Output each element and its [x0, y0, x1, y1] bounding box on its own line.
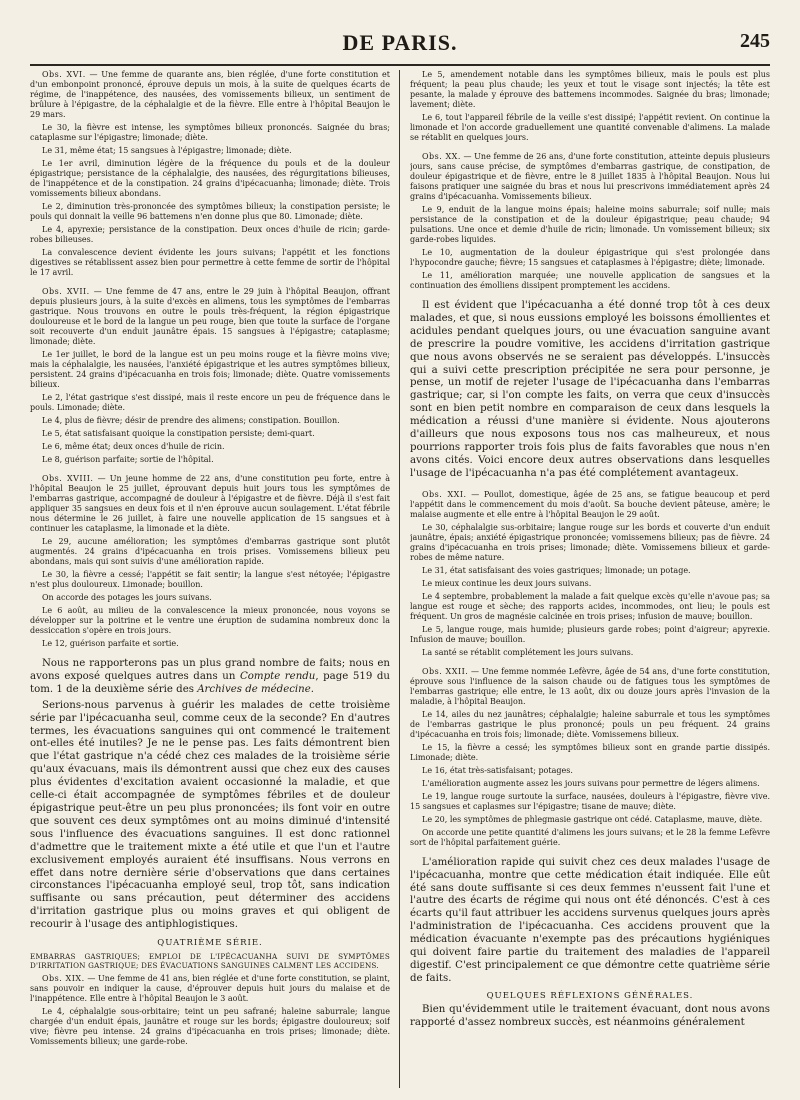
observation-entry: Le 14, ailes du nez jaunâtres; céphalalgie; haleine saburrale et tous les symptômes de l'embarras gastrique le plus prononcé; pouls un peu fréquent. 24 grains d'ipécacuanha en trois fois; limonade; diète. Vomissemens bilieux.	[410, 709, 770, 739]
observation-entry: Le 6, même état; deux onces d'huile de ricin.	[42, 442, 225, 451]
observation-label: Obs. XVI.	[42, 70, 86, 79]
reflections-title: QUELQUES RÉFLEXIONS GÉNÉRALES.	[486, 990, 694, 1001]
observation-20	[410, 152, 770, 291]
observation-entry: Le 30, céphalalgie sus-orbitaire; langue rouge sur les bords et couverte d'un enduit jaunâtre, épais; anxiété épigastrique prononcée; vomissemens bilieux; pas de fièvre. 24 grains d'ipécacuanha en trois prises; limonade; diète. Vomissemens bilieux et garde-robes de même nature.	[410, 522, 770, 562]
observation-entry: Le 8, guérison parfaite; sortie de l'hôpital.	[42, 455, 214, 464]
observation-entry: Le 30, la fièvre est intense, les symptômes bilieux prononcés. Saignée du bras; cataplasme sur l'épigastre; limonade; diète.	[30, 123, 390, 142]
observation-entry: Le 30, la fièvre a cessé; l'appétit se fait sentir; la langue s'est nétoyée; l'épigastre n'est plus douloureux. Limonade; bouillon.	[30, 570, 390, 589]
running-title: DE PARIS.	[342, 30, 458, 55]
observation-entry: Le 11, amélioration marquée; une nouvelle application de sangsues et la continuation des émolliens dissipent promptement les accidens.	[410, 271, 770, 290]
observation-entry: On accorde une petite quantité d'alimens les jours suivans; et le 28 la femme Lefèvre sort de l'hôpital parfaitement guérie.	[410, 827, 770, 847]
observation-intro: — Poullot, domestique, âgée de 25 ans, se fatigue beaucoup et perd l'appétit dans le commencement du mois d'août. Sa bouche devient pâteuse, amère; le malaise augmente et elle entre à l'hôpital Beaujon le 29 août.	[410, 489, 770, 519]
body-paragraph: Il est évident que l'ipécacuanha a été donné trop tôt à ces deux malades, et que, si nous eussions employé les boissons émollientes et acidules pendant quelques jours, ou une évacuation sanguine avant de prescrire la poudre vomitive, les accidens d'irritation gastrique que nous avons observés ne se seraient pas développés. L'insuccès qui a suivi cette prescription précipitée ne sera pour personne, je pense, un motif de rejeter l'usage de l'ipécacuanha dans l'embarras gastrique; car, si l'on compte les faits, on verra que ceux d'insuccès sont en bien petit nombre en comparaison de ceux dans lesquels la médication a réussi d'une manière si évidente. Nous ajouterons d'ailleurs que nous exposons tous nos cas malheureux, et nous pourrions rapporter trois fois plus de faits favorables que nous n'en avons cités. Voici encore deux autres observations dans lesquelles l'usage de l'ipécacuanha n'a pas été complétement avantageux.	[410, 300, 770, 479]
observation-entry: On accorde des potages les jours suivans.	[42, 593, 212, 602]
section-title: QUATRIÈME SÉRIE.	[157, 938, 263, 949]
observation-entry: Le mieux continue les deux jours suivans.	[422, 578, 592, 588]
observation-entry: Le 5, état satisfaisant quoique la constipation persiste; demi-quart.	[42, 429, 315, 438]
citation-archives: Archives de médecine	[197, 683, 311, 695]
page	[30, 28, 770, 1090]
observation-intro: — Une femme de 26 ans, d'une forte constitution, atteinte depuis plusieurs jours, sans cause précise, de symptômes d'embarras gastrique, de constipation, de douleur épigastrique et de fièvre, entre le 8 juillet 1835 à l'hôpital Beaujon. Nous lui faisons pratiquer une saignée du bras et nous lui prescrivons immédiatement après 24 grains d'ipécacuanha. Vomissements bilieux.	[410, 152, 770, 201]
text-columns	[30, 70, 770, 1088]
observation-entry: Le 1er juillet, le bord de la langue est un peu moins rouge et la fièvre moins vive; mais la céphalalgie, les nausées, l'anxiété épigastrique et les autres symptômes bilieux, persistent. 24 grains d'ipécacuanha en trois fois; limonade; diète. Quatre vomissements bilieux.	[30, 350, 390, 389]
observation-label: Obs. XIX.	[42, 974, 85, 984]
observation-entry: Le 5, langue rouge, mais humide; plusieurs garde robes; point d'aigreur; apyrexie. Infusion de mauve; bouillon.	[410, 624, 770, 644]
observation-entry: Le 4, plus de fièvre; désir de prendre des alimens; constipation. Bouillon.	[42, 416, 340, 425]
observation-entry: Le 29, aucune amélioration; les symptômes d'embarras gastrique sont plutôt augmentés. 24 grains d'ipécacuanha en trois prises. Vomissemens bilieux peu abondans, mais qui sont suivis d'une amélioration rapide.	[30, 537, 390, 566]
right-column	[410, 70, 770, 1088]
observation-entry: Le 4, apyrexie; persistance de la constipation. Deux onces d'huile de ricin; garde-robes bilieuses.	[30, 225, 390, 244]
page-header	[30, 28, 770, 66]
observation-entry: Le 31, état satisfaisant des voies gastriques; limonade; un potage.	[422, 565, 691, 575]
observation-entry: La santé se rétablit complétement les jours suivans.	[422, 647, 634, 657]
observation-entry: Le 20, les symptômes de phlegmasie gastrique ont cédé. Cataplasme, mauve, diète.	[422, 814, 763, 824]
observation-label: Obs. XX.	[422, 152, 461, 161]
body-paragraph: Serions-nous parvenus à guérir les malades de cette troisième série par l'ipécacuanha seul, comme ceux de la seconde? En d'autres termes, les évacuations sanguines qui ont commencé le traitement ont-elles été inutiles? Je ne le pense pas. Les faits démontrent bien que l'état gastrique n'a cédé chez ces malades de la troisième série qu'aux évacuans, mais ils démontrent aussi que chez eux des causes plus évidentes d'excitation avaient occasionné la maladie, et que celle-ci était accompagnée de symptômes fébriles et de douleur épigastrique peut-être un peu plus prononcées; ils font voir en outre que souvent ces deux symptômes ont au moins diminué d'intensité sous l'influence des évacuations sanguines. Il est donc rationnel d'admettre que le traitement mixte a été utile et que l'un et l'autre exclusivement employés auraient été insuffisans. Nous verrons en effet dans notre dernière série d'observations que dans certaines circonstances l'ipécacuanha employé seul, trop tôt, sans indication suffisante ou sans précaution, peut déterminer des accidens d'irritation gastrique plus ou moins graves et qui obligent de recourir à l'usage des antiphlogistiques.	[30, 699, 390, 931]
observation-label: Obs. XXII.	[422, 666, 469, 676]
observation-entry: Le 9, enduit de la langue moins épais; haleine moins saburrale; soif nulle; mais persistance de la constipation et de la douleur épigastrique; peau chaude; 94 pulsations. Une once et demie d'huile de ricin; limonade. Un vomissement bilieux; six garde-robes liquides.	[410, 205, 770, 244]
observation-entry: Le 5, amendement notable dans les symptômes bilieux, mais le pouls est plus fréquent; la peau plus chaude; les yeux et tout le visage sont injectés; la tête est pesante, la malade y éprouve des battemens incommodes. Saignée du bras; limonade; lavement; diète.	[410, 70, 770, 109]
observation-21	[410, 490, 770, 658]
observation-entry: Le 6 août, au milieu de la convalescence la mieux prononcée, nous voyons se développer sur la poitrine et le ventre une éruption de sudamina nombreux donc la dessiccation s'opère en trois jours.	[30, 606, 390, 635]
observation-19	[30, 974, 390, 1047]
citation-compte-rendu: Compte rendu	[239, 670, 316, 682]
observation-17	[30, 287, 390, 465]
observation-entry: Le 2, diminution très-prononcée des symptômes bilieux; la constipation persiste; le pouls qui donnait la veille 96 battemens n'en donne plus que 80. Limonade; diète.	[30, 202, 390, 221]
observation-intro: — Un jeune homme de 22 ans, d'une constitution peu forte, entre à l'hôpital Beaujon le 25 juillet, éprouvant depuis huit jours tous les symptômes de l'embarras gastrique, accompagné de douleur à l'épigastre et de fièvre. Déjà il s'est fait appliquer 35 sangsues en deux fois et il n'en éprouve aucun soulagement. L'état fébrile nous détermine le 26 juillet, à faire une nouvelle application de 15 sangsues et à continuer les cataplasme, la limonade et la diète.	[30, 474, 390, 533]
observation-label: Obs. XVIII.	[42, 474, 94, 483]
observation-entry: Le 15, la fièvre a cessé; les symptômes bilieux sont en grande partie dissipés. Limonade; diète.	[410, 742, 770, 762]
observation-16	[30, 70, 390, 278]
observation-18	[30, 474, 390, 649]
left-column	[30, 70, 390, 1088]
observation-entry: La convalescence devient évidente les jours suivans; l'appétit et les fonctions digestives se rétablissent assez bien pour permettre à cette femme de sortir de l'hôpital le 17 avril.	[30, 248, 390, 277]
page-number: 245	[740, 30, 770, 52]
body-paragraph: Bien qu'évidemment utile le traitement évacuant, dont nous avons rapporté d'assez nombreux succès, est néanmoins généralement	[410, 1003, 770, 1028]
column-divider	[399, 70, 400, 1088]
observation-label: Obs. XXI.	[422, 489, 467, 499]
observation-intro: — Une femme de 41 ans, bien réglée et d'une forte constitution, se plaint, sans pouvoir en indiquer la cause, d'éprouver depuis huit jours du malaise et de l'inappétence. Elle entre à l'hôpital Beaujon le 3 août.	[30, 974, 390, 1004]
observation-22	[410, 667, 770, 848]
observation-entry: Le 10, augmentation de la douleur épigastrique qui s'est prolongée dans l'hypocondre gauche; fièvre; 15 sangsues et cataplasmes à l'épigastre; diète; limonade.	[410, 248, 770, 267]
observation-entry: Le 16, état très-satisfaisant; potages.	[422, 765, 573, 775]
observation-entry: Le 19, langue rouge surtoute la surface, nausées, douleurs à l'épigastre, fièvre vive. 15 sangsues et caplasmes sur l'épigastre; tisane de mauve; diète.	[410, 791, 770, 811]
observation-entry: Le 6, tout l'appareil fébrile de la veille s'est dissipé; l'appétit revient. On continue la limonade et l'on accorde graduellement une quantité convenable d'alimens. La malade se rétablit en quelques jours.	[410, 113, 770, 142]
observation-entry: Le 4 septembre, probablement la malade a fait quelque excès qu'elle n'avoue pas; sa langue est rouge et sèche; des rapports acides, incommodes, ont lieu; le pouls est fréquent. Un gros de magnésie calcinée en trois prises; infusion de mauve; bouillon.	[410, 591, 770, 621]
observation-entry: L'amélioration augmente assez les jours suivans pour permettre de légers alimens.	[422, 778, 760, 788]
observation-entry: Le 1er avril, diminution légère de la fréquence du pouls et de la douleur épigastrique; persistance de la céphalalgie, des nausées, des régurgitations bilieuses, de l'inappétence et de la constipation. 24 grains d'ipécacuanha; limonade; diète. Trois vomissements bilieux abondans.	[30, 159, 390, 198]
observation-entry: Le 2, l'état gastrique s'est dissipé, mais il reste encore un peu de fréquence dans le pouls. Limonade; diète.	[30, 393, 390, 412]
observation-intro: — Une femme de quarante ans, bien réglée, d'une forte constitution et d'un embonpoint prononcé, éprouve depuis un mois, à la suite de quelques écarts de régime, de l'inappétence, des nausées, des vomissements bilieux, un sentiment de brûlure à l'épigastre, de la céphalalgie et de la fièvre. Elle entre à l'hôpital Beaujon le 29 mars.	[30, 70, 390, 119]
observation-intro: — Une femme nommée Lefèvre, âgée de 54 ans, d'une forte constitution, éprouve sous l'influence de la saison chaude ou de fatigues tous les symptômes de l'embarras gastrique; elle entre, le 13 août, dix ou douze jours après l'invasion de la maladie, à l'hôpital Beaujon.	[410, 666, 770, 706]
observation-intro: — Une femme de 47 ans, entre le 29 juin à l'hôpital Beaujon, offrant depuis plusieurs jours, à la suite d'excès en alimens, tous les symptômes de l'embarras gastrique. Nous trouvons en outre le pouls très-fréquent, la région épigastrique douloureuse et le bord de la langue un peu rouge, bien que toute la surface de l'organe soit recouverte d'un enduit jaunâtre épais. 15 sangsues à l'épigastre; cataplasme; limonade; diète.	[30, 287, 390, 346]
observation-label: Obs. XVII.	[42, 287, 90, 296]
section-subtitle: EMBARRAS GASTRIQUES; EMPLOI DE L'IPÉCACUANHA SUIVI DE SYMPTÔMES D'IRRITATION GASTRIQUE; DES ÉVACUATIONS SANGUINES CALMENT LES ACCIDENS.	[30, 952, 390, 971]
observation-entry: Le 12, guérison parfaite et sortie.	[42, 639, 179, 648]
observation-entry: Le 31, même état; 15 sangsues à l'épigastre; limonade; diète.	[42, 146, 292, 155]
body-paragraph: Nous ne rapporterons pas un plus grand nombre de faits; nous en avons exposé quelques autres dans un Compte rendu, page 519 du tom. 1 de la deuxième série des Archives de médecine.	[30, 658, 390, 695]
observation-entry: Le 4, céphalalgie sous-orbitaire; teint un peu safrané; haleine saburrale; langue chargée d'un enduit épais, jaunâtre et rouge sur les bords; épigastre douloureux; soif vive; fièvre peu intense. 24 grains d'ipécacuanha en trois prises; limonade; diète. Vomissements bilieux; une garde-robe.	[30, 1007, 390, 1047]
body-paragraph: L'amélioration rapide qui suivit chez ces deux malades l'usage de l'ipécacuanha, montre que cette médication était indiquée. Elle eût été sans doute suffisante si ces deux femmes n'eussent fait l'une et l'autre des écarts de régime qui nous ont été dénoncés. C'est à ces écarts qu'il faut attribuer les accidens survenus quelques jours après l'administration de l'ipécacuanha. Ces accidens prouvent que la médication évacuante n'exempte pas des précautions hygiéniques qui doivent faire partie du traitement des maladies de l'appareil digestif. C'est principalement ce que démontre cette quatrième série de faits.	[410, 856, 770, 984]
